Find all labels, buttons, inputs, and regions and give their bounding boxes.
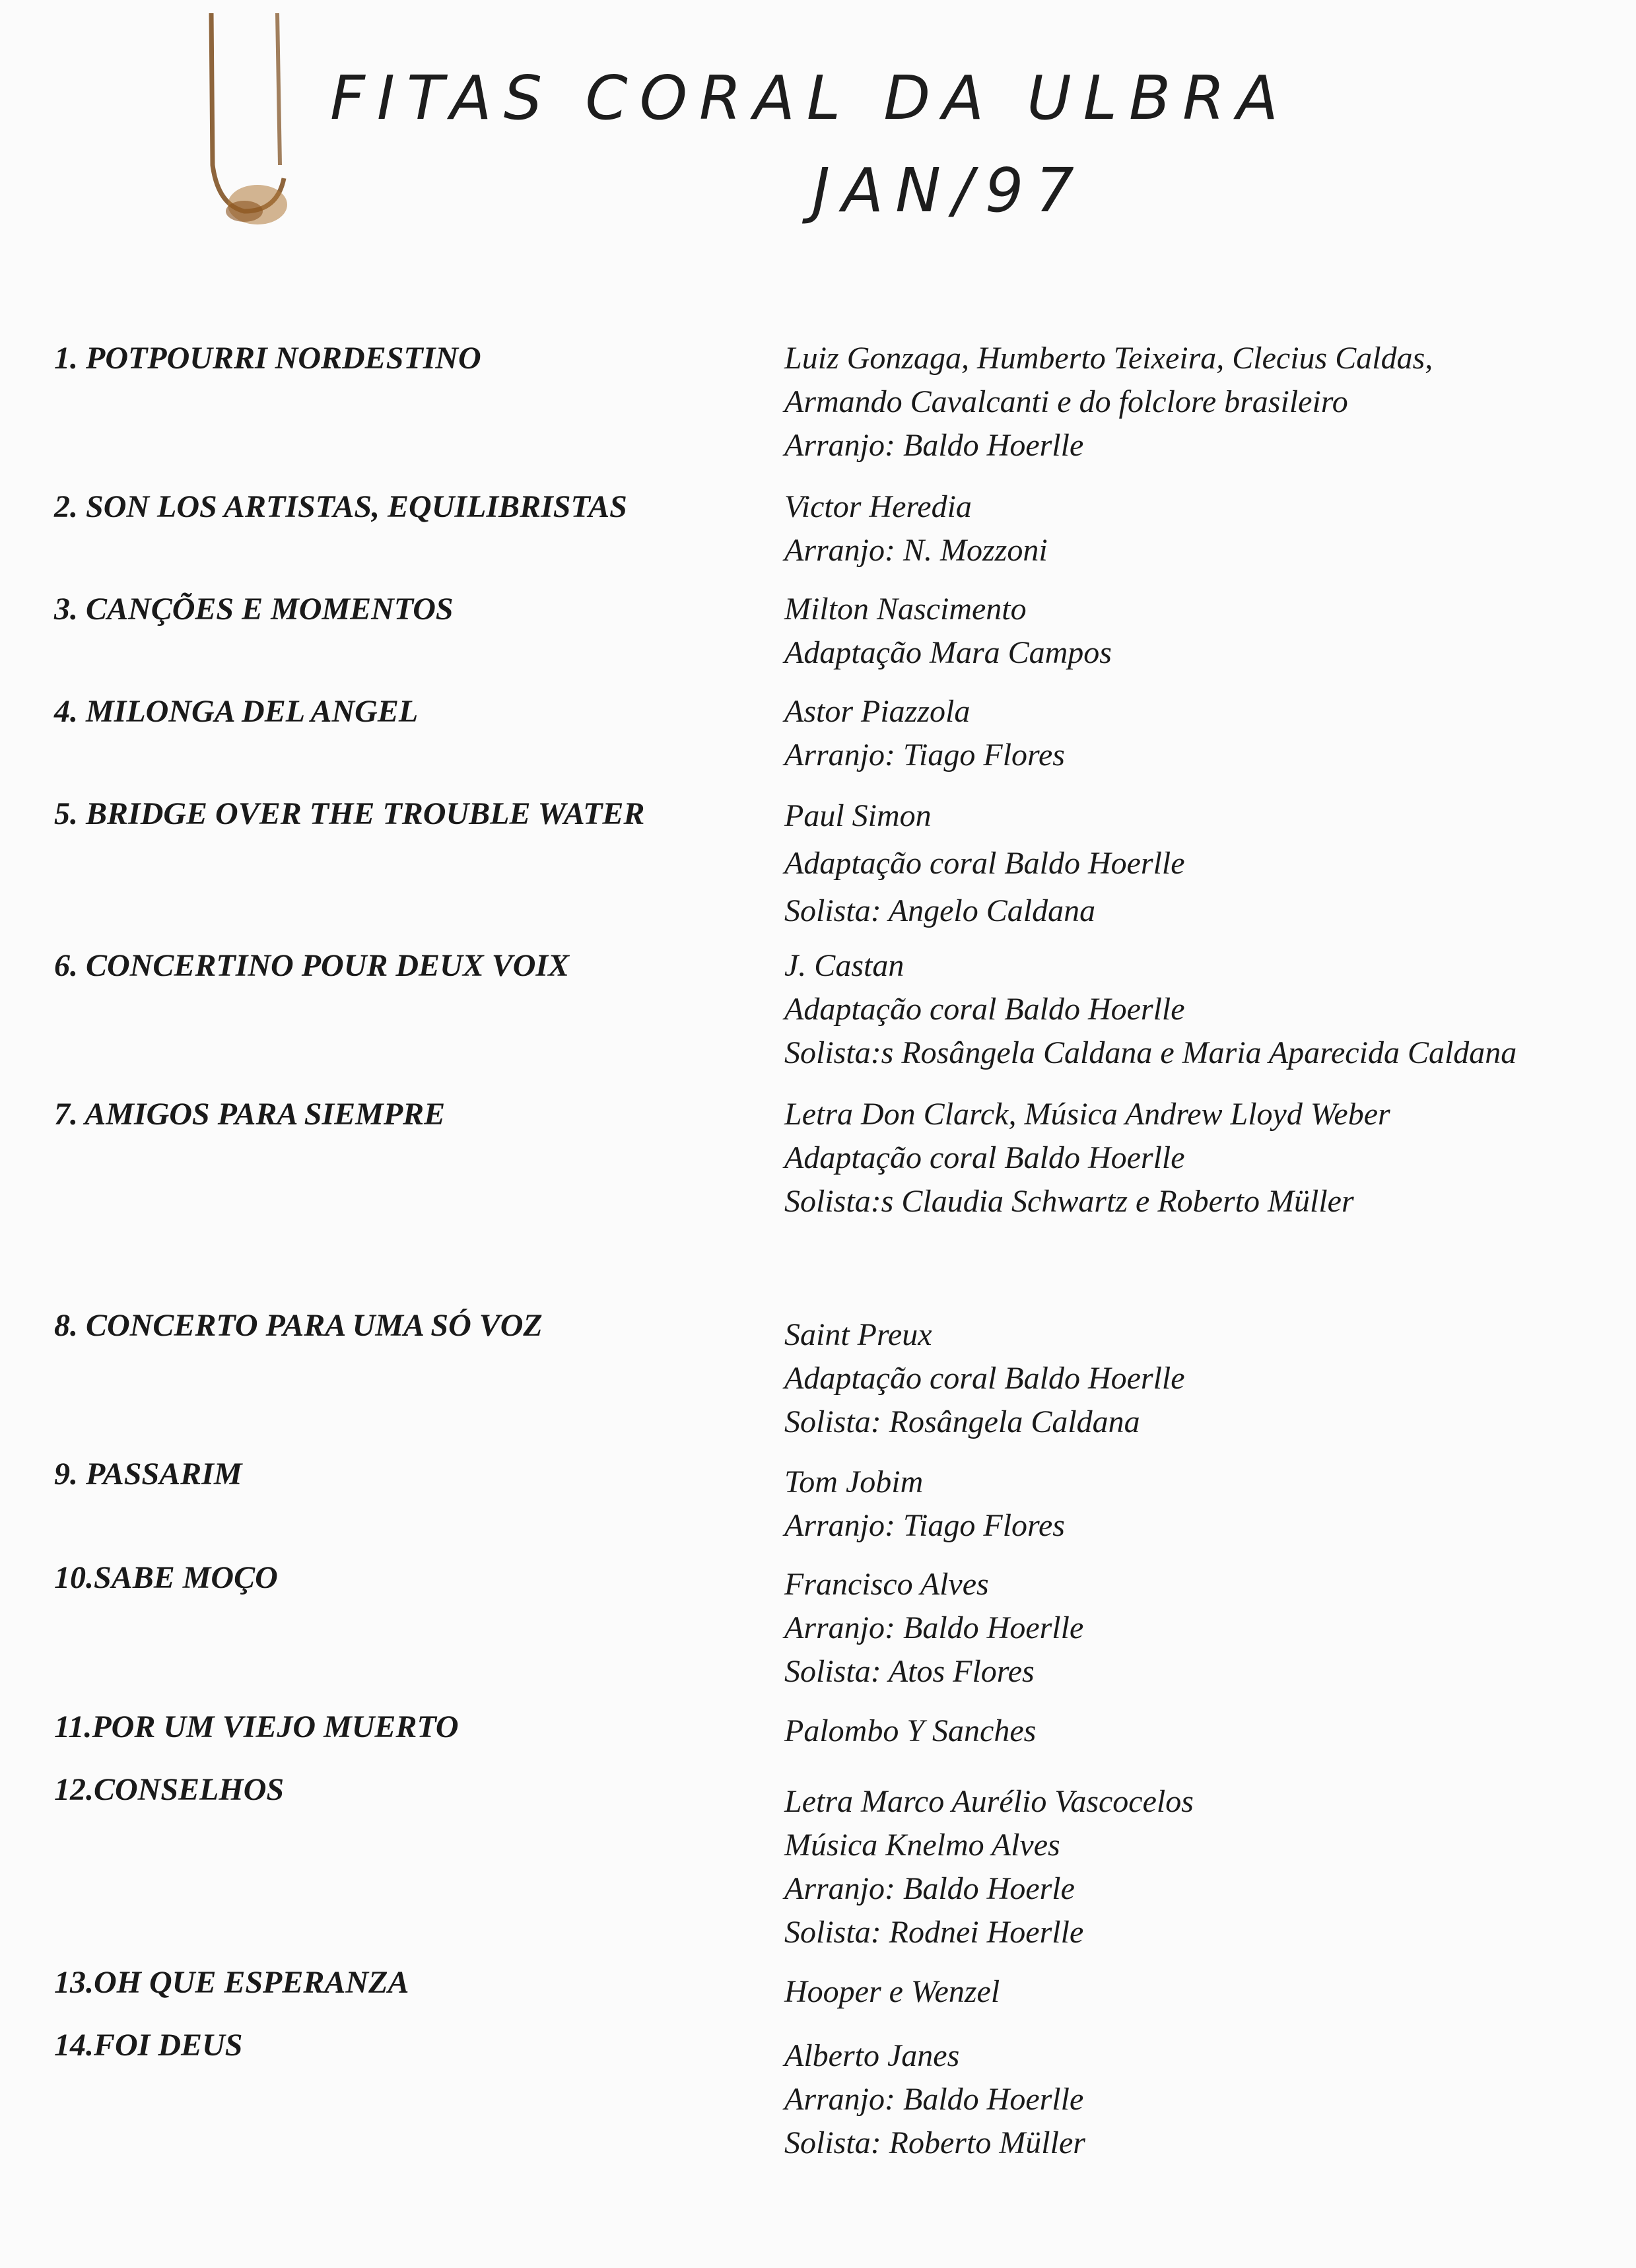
- track-title: 13.OH QUE ESPERANZA: [54, 1965, 409, 2000]
- credit-line: Arranjo: Baldo Hoerlle: [784, 1610, 1084, 1645]
- credit-line: Solista: Atos Flores: [784, 1654, 1035, 1689]
- track-title: 14.FOI DEUS: [54, 2028, 243, 2063]
- track-title: 11.POR UM VIEJO MUERTO: [54, 1709, 459, 1744]
- credit-line: Astor Piazzola: [784, 694, 971, 729]
- credit-line: Armando Cavalcanti e do folclore brasileiro: [784, 384, 1348, 419]
- track-credits: [784, 944, 1629, 1075]
- track-title: 2. SON LOS ARTISTAS, EQUILIBRISTAS: [54, 489, 627, 524]
- credit-line: Solista: Rodnei Hoerlle: [784, 1915, 1084, 1950]
- credit-line: Saint Preux: [784, 1317, 932, 1352]
- rust-stain-mark: [198, 13, 304, 231]
- track-title: 1. POTPOURRI NORDESTINO: [54, 341, 481, 376]
- track-title: 12.CONSELHOS: [54, 1772, 285, 1807]
- credit-line: Solista: Roberto Müller: [784, 2125, 1085, 2160]
- credit-line: Tom Jobim: [784, 1464, 924, 1499]
- credit-line: Victor Heredia: [784, 489, 972, 524]
- track-title: 5. BRIDGE OVER THE TROUBLE WATER: [54, 796, 645, 831]
- track-title: 6. CONCERTINO POUR DEUX VOIX: [54, 948, 570, 983]
- credit-line: Solista: Angelo Caldana: [784, 893, 1096, 928]
- track-credits: [784, 1313, 1629, 1444]
- credit-line: J. Castan: [784, 948, 904, 983]
- handwritten-date: JAN/97: [812, 155, 1086, 226]
- credit-line: Milton Nascimento: [784, 592, 1027, 627]
- track-title: 3. CANÇÕES E MOMENTOS: [54, 592, 454, 627]
- credit-line: Letra Marco Aurélio Vascocelos: [784, 1784, 1194, 1819]
- track-credits: [784, 1709, 1629, 1753]
- credit-line: Solista:s Rosângela Caldana e Maria Aparecida Caldana: [784, 1035, 1517, 1070]
- credit-line: Música Knelmo Alves: [784, 1828, 1060, 1863]
- credit-line: Palombo Y Sanches: [784, 1713, 1037, 1748]
- track-title: 8. CONCERTO PARA UMA SÓ VOZ: [54, 1308, 543, 1343]
- credit-line: Adaptação coral Baldo Hoerlle: [784, 846, 1185, 881]
- credit-line: Arranjo: Baldo Hoerlle: [784, 2082, 1084, 2117]
- credit-line: Francisco Alves: [784, 1567, 989, 1602]
- credit-line: Arranjo: Tiago Flores: [784, 738, 1065, 773]
- credit-line: Luiz Gonzaga, Humberto Teixeira, Clecius Caldas,: [784, 341, 1433, 376]
- handwritten-title: FITAS CORAL DA ULBRA: [330, 63, 1290, 133]
- track-title: 4. MILONGA DEL ANGEL: [54, 694, 419, 729]
- track-credits: [784, 690, 1629, 777]
- credit-line: Adaptação Mara Campos: [784, 635, 1112, 670]
- track-credits: [784, 1563, 1629, 1694]
- credit-line: Paul Simon: [784, 798, 932, 833]
- track-credits: [784, 1780, 1629, 1954]
- track-credits: [784, 1093, 1629, 1223]
- credit-line: Adaptação coral Baldo Hoerlle: [784, 992, 1185, 1027]
- track-credits: [784, 588, 1629, 675]
- credit-line: Solista: Rosângela Caldana: [784, 1404, 1140, 1439]
- credit-line: Arranjo: Baldo Hoerlle: [784, 428, 1084, 463]
- track-title: 7. AMIGOS PARA SIEMPRE: [54, 1097, 446, 1132]
- credit-line: Arranjo: Baldo Hoerle: [784, 1871, 1075, 1906]
- track-credits: [784, 485, 1629, 572]
- track-credits: [784, 1970, 1629, 2014]
- credit-line: Alberto Janes: [784, 2038, 960, 2073]
- credit-line: Arranjo: Tiago Flores: [784, 1508, 1065, 1543]
- credit-line: Adaptação coral Baldo Hoerlle: [784, 1361, 1185, 1396]
- credit-line: Adaptação coral Baldo Hoerlle: [784, 1140, 1185, 1175]
- track-credits: [784, 2034, 1629, 2165]
- track-credits: [784, 337, 1629, 467]
- track-title: 10.SABE MOÇO: [54, 1560, 278, 1595]
- track-credits: [784, 1460, 1629, 1548]
- track-title: 9. PASSARIM: [54, 1457, 242, 1492]
- credit-line: Hooper e Wenzel: [784, 1974, 1000, 2009]
- track-credits: [784, 792, 1629, 935]
- credit-line: Arranjo: N. Mozzoni: [784, 533, 1048, 568]
- credit-line: Solista:s Claudia Schwartz e Roberto Müller: [784, 1184, 1354, 1219]
- credit-line: Letra Don Clarck, Música Andrew Lloyd Weber: [784, 1097, 1390, 1132]
